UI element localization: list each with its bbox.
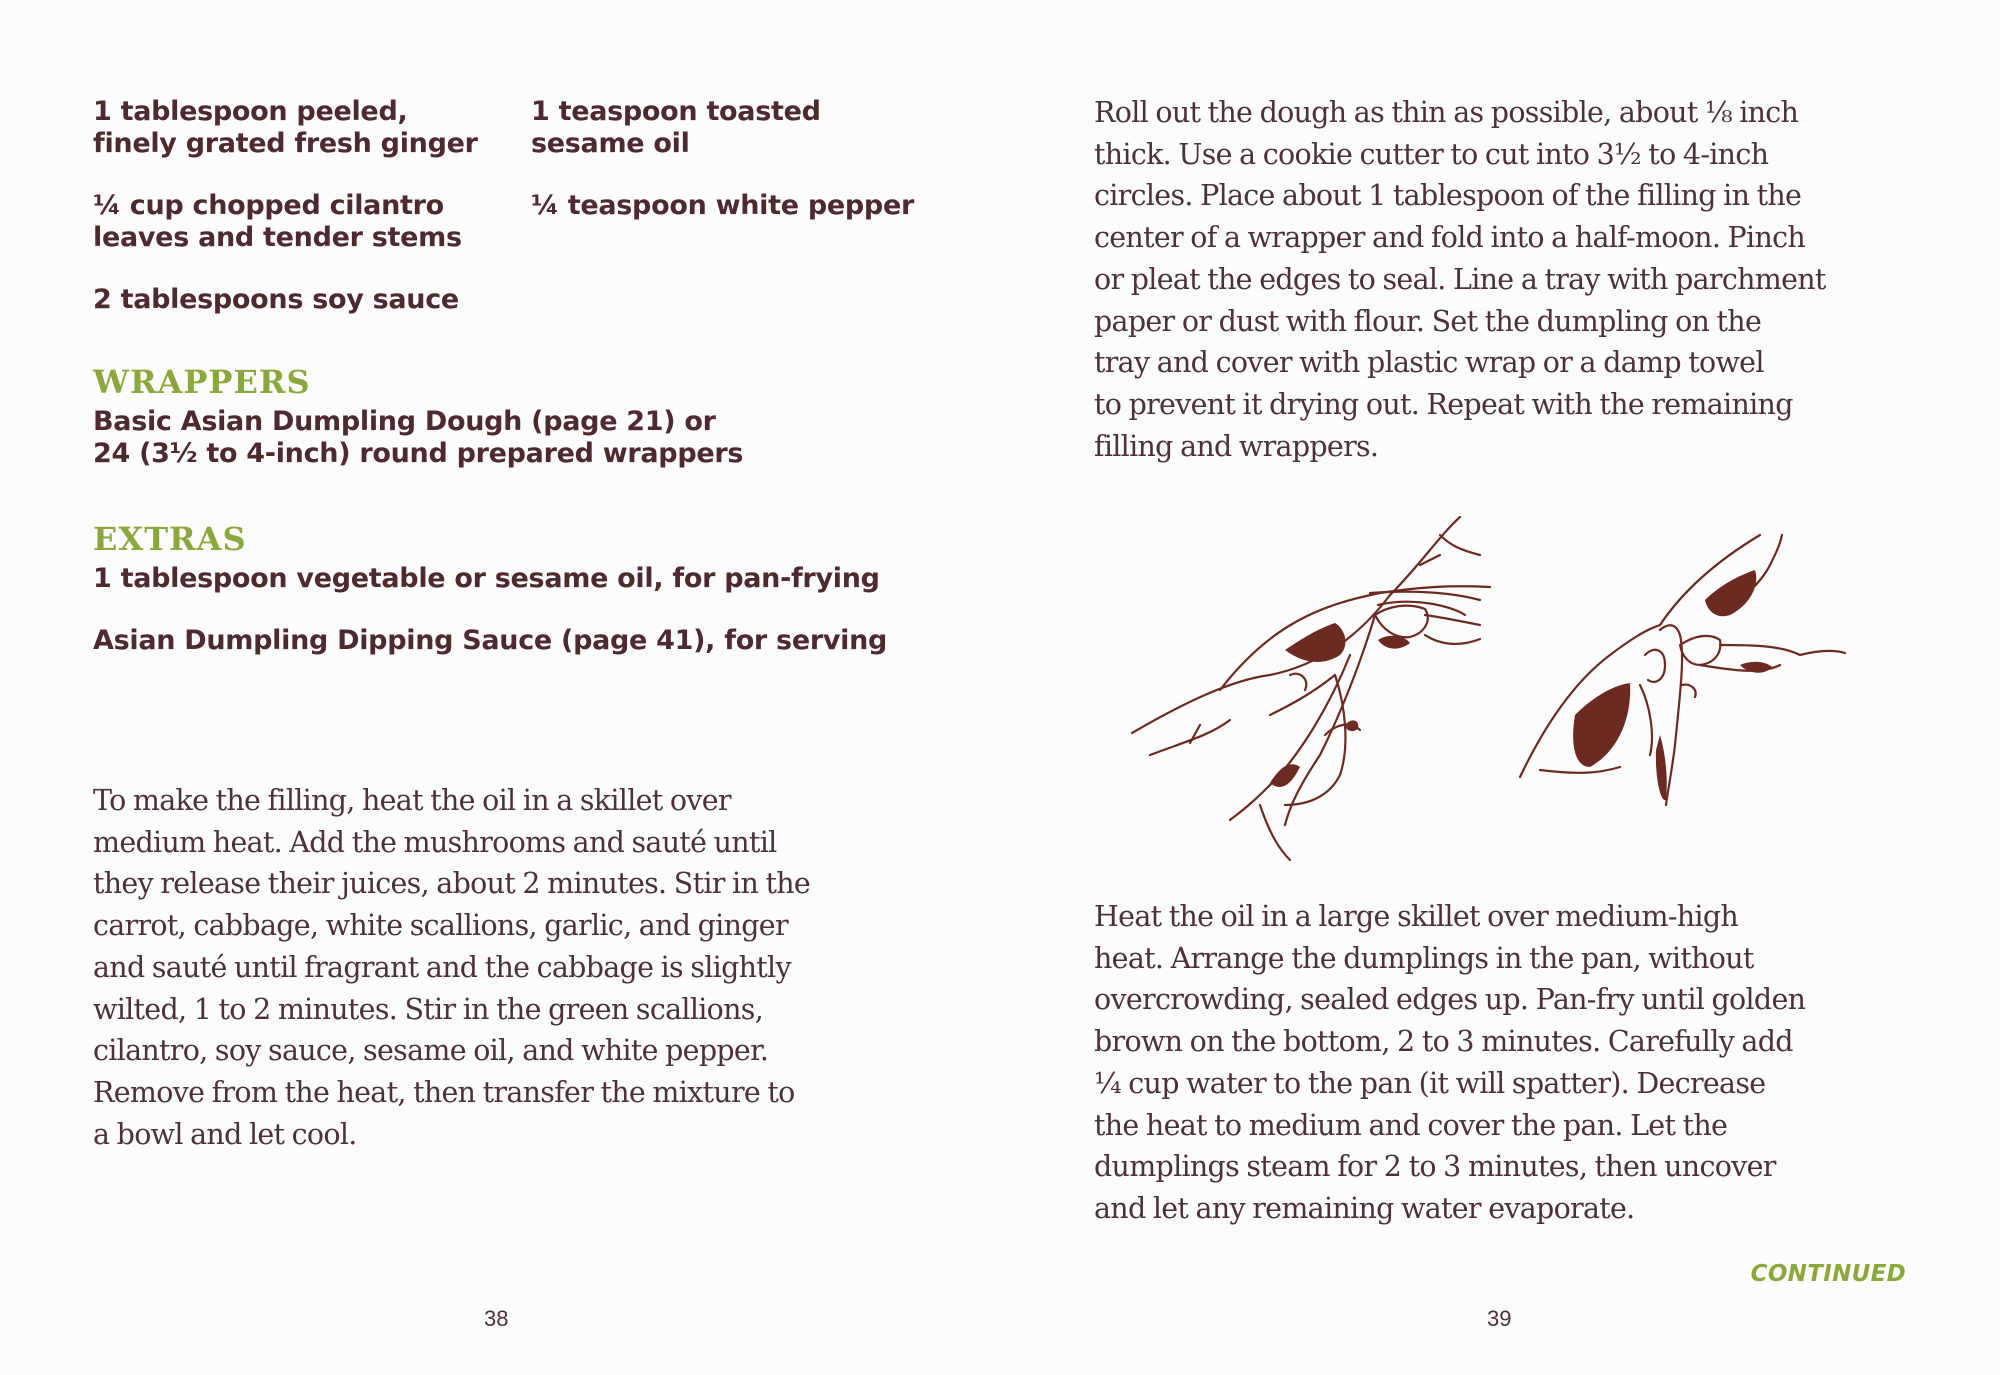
ingredient-line: 1 tablespoon peeled, [93,96,408,127]
text-line: Heat the oil in a large skillet over medium-high [1094,900,1739,933]
page-number: 38 [484,1306,509,1331]
text-line: filling and wrappers. [1094,429,1379,463]
ingredient-line: 24 (3½ to 4-inch) round prepared wrappers [93,438,744,469]
ingredient-line: ¼ cup chopped cilantro [93,190,444,221]
text-line: or pleat the edges to seal. Line a tray with parchment [1094,262,1826,296]
page-number: 39 [1487,1306,1512,1331]
filling-instructions [93,780,923,1155]
ingredient-line: leaves and tender stems [93,222,462,253]
text-line: carrot, cabbage, white scallions, garlic, and ginger [93,909,788,943]
text-line: to prevent it drying out. Repeat with the remaining [1094,387,1793,421]
text-line: they release their juices, about 2 minutes. Stir in the [93,867,811,901]
text-line: Remove from the heat, then transfer the mixture to [93,1075,795,1109]
text-line: thick. Use a cookie cutter to cut into 3½ to 4-inch [1094,137,1769,171]
ingredient-line: sesame oil [531,128,690,159]
text-line: paper or dust with flour. Set the dumpling on the [1094,304,1762,338]
text-line: ¼ cup water to the pan (it will spatter). Decrease [1094,1066,1766,1100]
text-line: dumplings steam for 2 to 3 minutes, then uncover [1094,1150,1776,1184]
text-line: tray and cover with plastic wrap or a damp towel [1094,346,1764,380]
ingredient-item: Asian Dumpling Dipping Sauce (page 41), for serving [93,625,888,656]
section-heading: EXTRAS [93,520,247,558]
ingredient-line: Basic Asian Dumpling Dough (page 21) or [93,406,716,437]
text-line: To make the filling, heat the oil in a skillet over [93,784,731,817]
folding-hands-drawing [1132,517,1490,860]
text-line: a bowl and let cool. [93,1117,357,1151]
continued-label: CONTINUED [1750,1261,1906,1287]
text-line: heat. Arrange the dumplings in the pan, without [1094,941,1754,975]
text-line: center of a wrapper and fold into a half-moon. Pinch [1094,221,1806,255]
right-page [1000,0,2000,1375]
text-line: the heat to medium and cover the pan. Let the [1094,1108,1728,1142]
ingredient-line: finely grated fresh ginger [93,128,478,159]
text-line: and let any remaining water evaporate. [1094,1191,1635,1225]
section-heading: WRAPPERS [93,363,311,401]
text-line: wilted, 1 to 2 minutes. Stir in the green scallions, [93,992,764,1026]
ingredient-item [93,406,953,470]
wrappers-section [93,362,953,470]
text-line: cilantro, soy sauce, sesame oil, and white pepper. [93,1034,769,1068]
text-line: Roll out the dough as thin as possible, about ⅛ inch [1094,96,1799,129]
ingredient-list [93,96,953,346]
extras-section [93,519,953,657]
dumpling-folding-illustration [1120,505,1880,865]
ingredient-item [531,96,951,160]
ingredient-item [93,190,531,254]
ingredient-item [93,284,951,316]
text-line: circles. Place about 1 tablespoon of the filling in the [1094,179,1802,213]
text-line: overcrowding, sealed edges up. Pan-fry until golden [1094,983,1806,1017]
ingredient-item [531,190,951,254]
text-line: and sauté until fragrant and the cabbage is slightly [93,950,791,984]
panfry-instructions [1094,896,1964,1230]
ingredient-line: 2 tablespoons soy sauce [93,284,459,315]
ingredient-line: ¼ teaspoon white pepper [531,190,914,221]
shaping-instructions [1094,92,1964,467]
ingredient-item [93,96,531,160]
pleating-hands-drawing [1520,535,1845,805]
ingredient-line: 1 teaspoon toasted [531,96,821,127]
ingredient-item: 1 tablespoon vegetable or sesame oil, for pan-frying [93,563,880,594]
text-line: brown on the bottom, 2 to 3 minutes. Carefully add [1094,1025,1793,1059]
text-line: medium heat. Add the mushrooms and sauté until [93,825,777,859]
